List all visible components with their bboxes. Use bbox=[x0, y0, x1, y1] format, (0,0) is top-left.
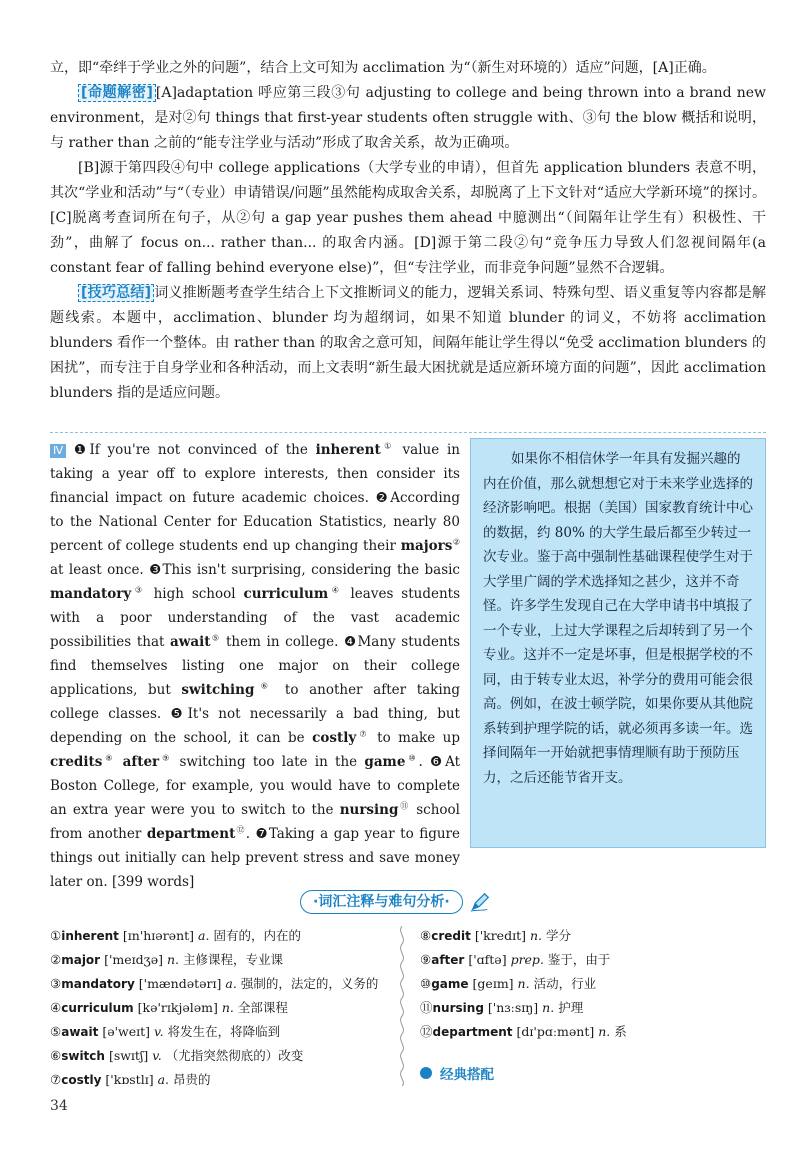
vocab-title-pill: ·词汇注释与难句分析· bbox=[300, 890, 463, 914]
sentence-marker-5: ❺ bbox=[170, 706, 188, 722]
vocab-headword: major bbox=[61, 953, 101, 967]
classic-title: 经典搭配 bbox=[440, 1067, 494, 1083]
column-divider bbox=[395, 926, 409, 1086]
vocab-pos: a. bbox=[225, 976, 237, 991]
vocab-word-costly: costly bbox=[312, 730, 357, 746]
vocab-num: ⑦ bbox=[50, 1072, 62, 1087]
vocab-phonetic: ['kredɪt] bbox=[474, 928, 526, 943]
sentence-6a: At Boston College, for example, you would have to complete an extra year were you to switch to the bbox=[50, 754, 461, 818]
vocab-meaning: 主修课程，专业课 bbox=[183, 952, 284, 967]
vocab-num: ④ bbox=[50, 1000, 62, 1015]
sentence-6c: . bbox=[245, 826, 256, 842]
sentence-6b: school from another bbox=[50, 802, 460, 842]
vocab-phonetic: [dɪ'pɑːmənt] bbox=[516, 1024, 595, 1039]
vocab-phonetic: ['nɜːsɪŋ] bbox=[487, 1000, 539, 1015]
vocab-word-await: await bbox=[170, 634, 211, 650]
english-passage: Ⅳ ❶If you're not convinced of the inherent① value in taking a year off to explore interests, then consider its financial impact on future academic choices. ❷According to the National Center for Education Statistics, nearly 80 percent of college students end up changing their majors② at least once. ❸This isn't surprising, considering the basic mandatory③ high school curriculum④ leaves students with a poor understanding of the vast academic possibilities that await⑤ them in college. ❹Many students find themselves listing one major on their college applications, but switching⑥ to another after taking college classes. ❺It's not necessarily a bad thing, but depending on the school, it can be costly⑦ to make up credits⑧ after⑨ switching too late in the game⑩. ❻At Boston College, for example, you would have to complete an extra year were you to switch to the nursing⑪ school from another department⑫. ❼Taking a gap year to figure things out initially can help prevent stress and save money later on. [399 words] bbox=[50, 441, 461, 890]
vocab-entry bbox=[420, 996, 760, 1020]
vocab-pos: n. bbox=[221, 1000, 234, 1015]
pen-icon bbox=[469, 891, 491, 913]
vocab-pos: n. bbox=[166, 952, 180, 967]
vocab-pos: prep. bbox=[510, 952, 544, 967]
sentence-5a: It's not necessarily a bad thing, but depending on the school, it can be bbox=[50, 706, 460, 746]
vocab-meaning: 全部课程 bbox=[237, 1000, 288, 1015]
sentence-4a: Many students find themselves listing one major on their college applications, but bbox=[50, 634, 461, 698]
vocab-headword: curriculum bbox=[61, 1001, 134, 1015]
vocab-headword: department bbox=[432, 1025, 513, 1039]
vocab-phonetic: ['kɒstlɪ] bbox=[105, 1072, 154, 1087]
vocab-pos: v. bbox=[152, 1048, 162, 1063]
vocab-word-after: after bbox=[122, 754, 160, 770]
vocab-pos: n. bbox=[529, 928, 542, 943]
vocab-meaning: 强制的，法定的，义务的 bbox=[240, 976, 379, 991]
sentence-5d: . bbox=[418, 754, 431, 770]
sentence-marker-3: ❸ bbox=[149, 562, 163, 578]
analysis-para-0: 立，即“牵绊于学业之外的问题”，结合上文可知为 acclimation 为“（新生对环境的）适应”问题，[A]正确。 bbox=[50, 60, 716, 76]
vocab-phonetic: [swɪtʃ] bbox=[108, 1048, 149, 1063]
vocab-entry bbox=[50, 972, 390, 996]
vocab-list-left bbox=[50, 924, 390, 1092]
vocab-num: ⑫ bbox=[420, 1024, 433, 1039]
vocab-pos: n. bbox=[598, 1024, 611, 1039]
vocab-meaning: 学分 bbox=[545, 928, 571, 943]
vocab-meaning: 系 bbox=[614, 1024, 627, 1039]
vocab-section-title bbox=[300, 890, 491, 914]
vocab-headword: inherent bbox=[61, 929, 119, 943]
sentence-1a: If you're not convinced of the bbox=[89, 442, 316, 458]
vocab-word-switching: switching bbox=[181, 682, 255, 698]
vocab-word-game: game bbox=[364, 754, 406, 770]
vocab-word-mandatory: mandatory bbox=[50, 586, 132, 602]
sentence-2b: at least once. bbox=[50, 562, 150, 578]
tag-technique: [技巧总结] bbox=[78, 284, 154, 302]
vocab-entry bbox=[50, 1020, 390, 1044]
vocab-phonetic: ['mændətərɪ] bbox=[138, 976, 222, 991]
vocab-phonetic: [geɪm] bbox=[472, 976, 514, 991]
vocab-num: ⑥ bbox=[50, 1048, 62, 1063]
vocab-headword: costly bbox=[61, 1073, 102, 1087]
vocab-word-department: department bbox=[146, 826, 236, 842]
vocab-phonetic: [kə'rɪkjələm] bbox=[137, 1000, 218, 1015]
vocab-pos: a. bbox=[157, 1072, 169, 1087]
vocab-entry bbox=[50, 948, 390, 972]
vocab-entry bbox=[50, 924, 390, 948]
vocab-num: ⑨ bbox=[420, 952, 432, 967]
vocab-word-credits: credits bbox=[50, 754, 103, 770]
vocab-headword: switch bbox=[61, 1049, 105, 1063]
sentence-1b: value in taking a year off to explore interests, then consider its financial impact on future academic choices. bbox=[50, 442, 460, 506]
vocab-word-inherent: inherent bbox=[315, 442, 381, 458]
vocab-num: ③ bbox=[50, 976, 62, 991]
sentence-5c: switching too late in the bbox=[172, 754, 365, 770]
vocab-list-right bbox=[420, 924, 760, 1044]
vocab-num: ② bbox=[50, 952, 62, 967]
vocab-headword: game bbox=[431, 977, 469, 991]
sentence-7: Taking a gap year to figure things out initially can help prevent stress and save money later on. bbox=[50, 826, 460, 890]
vocab-pos: a. bbox=[198, 928, 210, 943]
classic-collocations-heading bbox=[420, 1063, 494, 1083]
sentence-3d: them in college. bbox=[220, 634, 345, 650]
section-divider bbox=[50, 432, 766, 433]
sentence-5b: to make up bbox=[369, 730, 460, 746]
vocab-entry bbox=[420, 924, 760, 948]
vocab-phonetic: ['ɑftə] bbox=[468, 952, 507, 967]
vocab-word-majors: majors bbox=[400, 538, 453, 554]
vocab-word-curriculum: curriculum bbox=[243, 586, 329, 602]
sentence-3c: leaves students with a poor understanding of the vast academic possibilities that bbox=[50, 586, 461, 650]
sentence-marker-4: ❹ bbox=[344, 634, 358, 650]
vocab-pos: n. bbox=[542, 1000, 555, 1015]
vocab-entry bbox=[420, 1020, 760, 1044]
bullet-dot-icon bbox=[420, 1067, 432, 1079]
vocab-meaning: （尤指突然彻底的）改变 bbox=[165, 1048, 304, 1063]
vocab-num: ⑤ bbox=[50, 1024, 62, 1039]
vocab-entry bbox=[50, 996, 390, 1020]
chinese-translation: 如果你不相信休学一年具有发掘兴趣的内在价值，那么就想想它对于未来学业选择的经济影响吧。根据（美国）国家教育统计中心的数据，约 80% 的大学生最后都至少转过一次专业。鉴于高中强制性基础课程使学生对于大学里广阔的学术选择知之甚少，这并不奇怪。许多学生发现自己在大学申请书中填报了一个专业，上过大学课程之后却转到了另一个专业。这并不一定是坏事，但是根据学校的不同，由于转专业太迟，补学分的费用可能会很高。例如，在波士顿学院，如果你要从其他院系转到护理学院的话，就必须再多读一年。选择间隔年一开始就把事情理顺有助于预防压力，之后还能节省开支。 bbox=[470, 438, 766, 848]
vocab-headword: after bbox=[431, 953, 465, 967]
vocab-num: ① bbox=[50, 928, 62, 943]
vocab-num: ⑧ bbox=[420, 928, 432, 943]
vocab-meaning: 将发生在，将降临到 bbox=[167, 1024, 281, 1039]
analysis-block bbox=[50, 56, 766, 406]
sentence-marker-2: ❷ bbox=[375, 490, 391, 506]
vocab-headword: mandatory bbox=[61, 977, 135, 991]
vocab-phonetic: [ɪn'hɪərənt] bbox=[122, 928, 195, 943]
vocab-headword: await bbox=[61, 1025, 99, 1039]
vocab-headword: nursing bbox=[432, 1001, 484, 1015]
vocab-word-nursing: nursing bbox=[339, 802, 399, 818]
sentence-4b: to another after taking college classes. bbox=[50, 682, 460, 722]
analysis-para-2: [B]源于第四段④句中 college applications（大学专业的申请），但首先 application blunders 表意不明，其次“学业和活动”与“（专业）申请错误/问题”虽然能构成取舍关系，却脱离了上下文针对“适应大学新环境”的探讨。[C]脱离考查词所在句子，从②句 a gap year pushes them ahead 中臆测出“（间隔年让学生有）积极性、干劲”，曲解了 focus on... rather than... 的取舍内涵。[D]源于第二段②句“竞争压力导致人们忽视间隔年(a constant fear of falling behind everyone else)”，但“专注学业，而非竞争问题”显然不合逻辑。 bbox=[50, 160, 766, 276]
sentence-marker-7: ❼ bbox=[255, 826, 269, 842]
analysis-para-1 bbox=[50, 81, 766, 156]
analysis-para-1-text: [A]adaptation 呼应第三段③句 adjusting to college and being thrown into a brand new environment，是对②句 things that first-year students often struggle with、③句 the blow 概括和说明，与 rather than 之前的“能专注学业与活动”形成了取舍关系，故为正确项。 bbox=[50, 85, 766, 151]
sentence-marker-1: ❶ bbox=[73, 442, 90, 458]
vocab-headword: credit bbox=[431, 929, 471, 943]
vocab-entry bbox=[420, 972, 760, 996]
section-badge: Ⅳ bbox=[50, 444, 66, 458]
vocab-pos: n. bbox=[517, 976, 530, 991]
tag-proposition: [命题解密] bbox=[78, 84, 156, 102]
vocab-meaning: 固有的，内在的 bbox=[213, 928, 301, 943]
sentence-2a: According to the National Center for Education Statistics, nearly 80 percent of college students end up changing their bbox=[50, 490, 460, 554]
analysis-para-3 bbox=[50, 281, 766, 406]
vocab-entry bbox=[50, 1068, 390, 1092]
analysis-para-3-text: 词义推断题考查学生结合上下文推断词义的能力，逻辑关系词、特殊句型、语义重复等内容都是解题线索。本题中，acclimation、blunder 均为超纲词，如果不知道 blunder 的词义，不妨将 acclimation blunders 看作一个整体。由 rather than 的取舍之意可知，间隔年能让学生得以“免受 acclimation blunders 的困扰”，而专注于自身学业和各种活动，而上文表明“新生最大困扰就是适应新环境方面的问题”，因此 acclimation blunders 指的是适应问题。 bbox=[50, 285, 767, 401]
vocab-phonetic: [ə'weɪt] bbox=[102, 1024, 151, 1039]
vocab-pos: v. bbox=[154, 1024, 164, 1039]
vocab-num: ⑩ bbox=[420, 976, 432, 991]
vocab-entry bbox=[50, 1044, 390, 1068]
sentence-marker-6: ❻ bbox=[430, 754, 446, 770]
vocab-phonetic: ['meɪdʒə] bbox=[104, 952, 163, 967]
vocab-meaning: 护理 bbox=[558, 1000, 584, 1015]
page-number: 34 bbox=[50, 1098, 68, 1114]
word-count: [399 words] bbox=[111, 874, 195, 890]
vocab-entry bbox=[420, 948, 760, 972]
sentence-3b: high school bbox=[145, 586, 244, 602]
vocab-meaning: 活动，行业 bbox=[533, 976, 597, 991]
sentence-3a: This isn't surprising, considering the basic bbox=[162, 562, 460, 578]
vocab-num: ⑪ bbox=[420, 1000, 433, 1015]
vocab-meaning: 鉴于，由于 bbox=[547, 952, 611, 967]
vocab-meaning: 昂贵的 bbox=[172, 1072, 211, 1087]
